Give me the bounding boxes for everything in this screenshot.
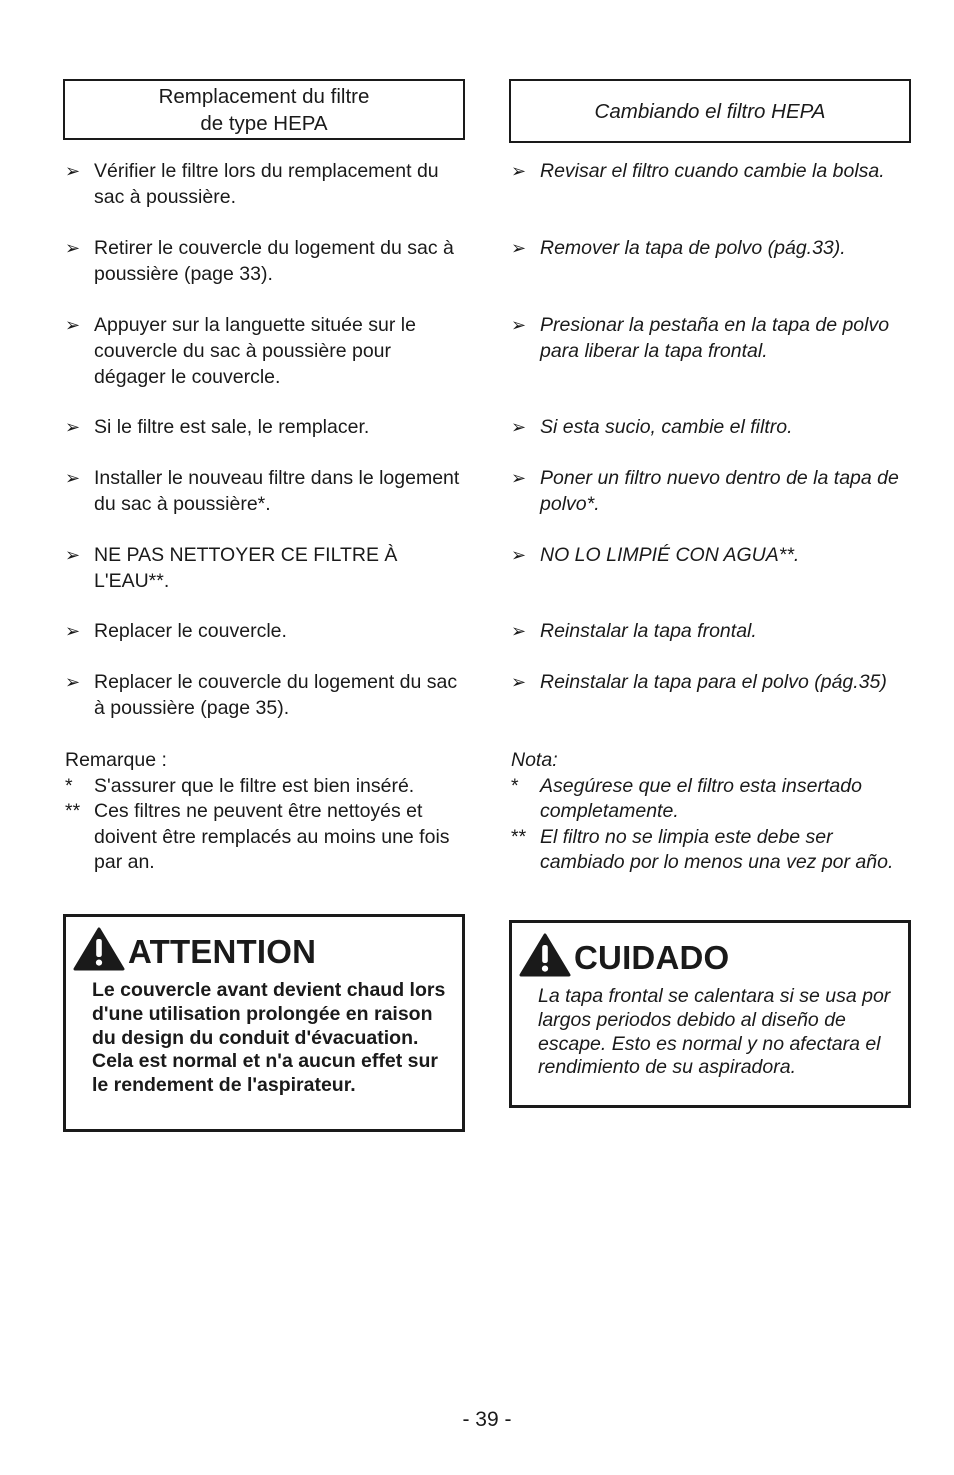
french-step-3: ➢ Appuyer sur la languette située sur le couvercle du sac à poussière pour dégager le couvercle.	[65, 314, 416, 388]
bullet-arrow-icon: ➢	[65, 468, 81, 488]
spanish-warning-text: La tapa frontal se calentara si se usa por largos periodos debido al diseño de escape. Esto es normal y no afectara el rendimiento de su aspiradora.	[538, 985, 891, 1079]
french-title-box	[63, 79, 465, 140]
french-title: Remplacement du filtre de type HEPA	[158, 84, 370, 135]
french-notes	[63, 748, 465, 876]
french-warning-box	[63, 914, 465, 1132]
spanish-warning-box	[509, 920, 911, 1108]
spanish-step-6: ➢ NO LO LIMPIÉ CON AGUA**.	[511, 544, 800, 566]
spanish-step-8: ➢ Reinstalar la tapa para el polvo (pág.35)	[511, 671, 887, 693]
bullet-arrow-icon: ➢	[65, 417, 81, 437]
french-warning-header	[66, 923, 462, 975]
bullet-arrow-icon: ➢	[65, 545, 81, 565]
french-step-2: ➢ Retirer le couvercle du logement du sac à poussière (page 33).	[65, 237, 454, 285]
spanish-step-1: ➢ Revisar el filtro cuando cambie la bolsa.	[511, 160, 885, 182]
bullet-arrow-icon: ➢	[511, 621, 527, 641]
french-warning-text: Le couvercle avant devient chaud lors d'une utilisation prolongée en raison du design du conduit d'évacuation. Cela est normal et n'a aucun effet sur le rendement de l'aspirateur.	[92, 979, 446, 1097]
spanish-column	[509, 79, 911, 1079]
bullet-arrow-icon: ➢	[65, 238, 81, 258]
bullet-arrow-icon: ➢	[511, 468, 527, 488]
page-number: - 39 -	[462, 1408, 512, 1431]
warning-triangle-icon	[73, 927, 125, 971]
spanish-step-3: ➢ Presionar la pestaña en la tapa de polvo para liberar la tapa frontal.	[511, 314, 890, 362]
french-note-heading: Remarque :	[65, 749, 167, 771]
french-step-7: ➢ Replacer le couvercle.	[65, 620, 287, 642]
bullet-arrow-icon: ➢	[511, 417, 527, 437]
bullet-arrow-icon: ➢	[65, 621, 81, 641]
french-step-6: ➢ NE PAS NETTOYER CE FILTRE À L'EAU**.	[65, 544, 398, 592]
spanish-note-2: ** El filtro no se limpia este debe ser cambiado por lo menos una vez por año.	[511, 825, 894, 873]
spanish-note-1: * Asegúrese que el filtro esta insertado completamente.	[511, 774, 862, 822]
bullet-arrow-icon: ➢	[511, 545, 527, 565]
bullet-arrow-icon: ➢	[65, 315, 81, 335]
spanish-title-box	[509, 79, 911, 143]
french-note-1: * S'assurer que le filtre est bien inséré.	[65, 774, 415, 797]
french-step-5: ➢ Installer le nouveau filtre dans le logement du sac à poussière*.	[65, 467, 460, 515]
spanish-title: Cambiando el filtro HEPA	[594, 99, 826, 123]
spanish-notes	[509, 748, 911, 876]
french-note-2: ** Ces filtres ne peuvent être nettoyés et doivent être remplacés au moins une fois par an.	[65, 800, 450, 873]
spanish-step-5: ➢ Poner un filtro nuevo dentro de la tapa de polvo*.	[511, 467, 899, 515]
spanish-step-4: ➢ Si esta sucio, cambie el filtro.	[511, 416, 793, 438]
spanish-note-heading: Nota:	[511, 749, 558, 771]
bullet-arrow-icon: ➢	[511, 672, 527, 692]
bullet-arrow-icon: ➢	[65, 161, 81, 181]
bullet-arrow-icon: ➢	[511, 238, 527, 258]
bullet-arrow-icon: ➢	[511, 161, 527, 181]
bullet-arrow-icon: ➢	[511, 315, 527, 335]
french-column	[63, 79, 465, 1097]
spanish-step-2: ➢ Remover la tapa de polvo (pág.33).	[511, 237, 846, 259]
spanish-warning-title: CUIDADO	[574, 939, 730, 976]
warning-triangle-icon	[519, 933, 571, 977]
french-step-1: ➢ Vérifier le filtre lors du remplacement du sac à poussière.	[65, 160, 439, 208]
spanish-warning-header	[512, 929, 908, 981]
bullet-arrow-icon: ➢	[65, 672, 81, 692]
french-warning-title: ATTENTION	[128, 933, 317, 970]
french-step-4: ➢ Si le filtre est sale, le remplacer.	[65, 416, 370, 438]
french-step-8: ➢ Replacer le couvercle du logement du sac à poussière (page 35).	[65, 671, 458, 719]
spanish-step-7: ➢ Reinstalar la tapa frontal.	[511, 620, 757, 642]
